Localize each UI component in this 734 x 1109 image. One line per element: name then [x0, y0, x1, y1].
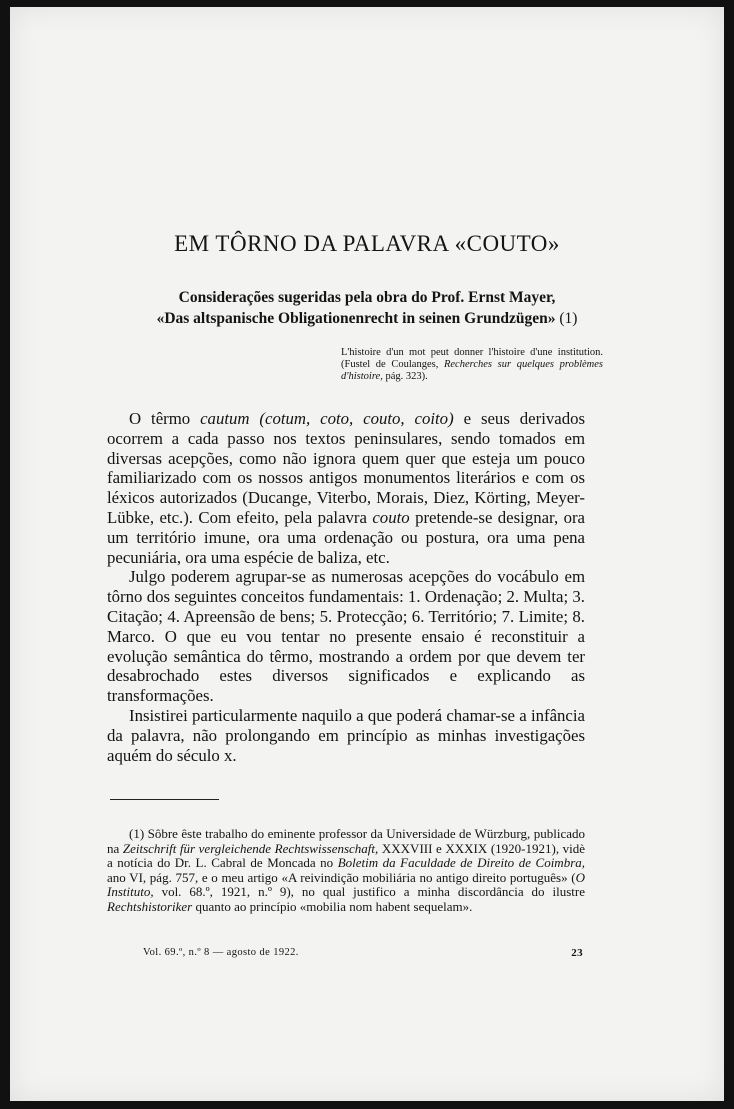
fn-g: vol. 68.º, 1921, n.º 9), no qual justifico a minha discordância do ilustre: [161, 884, 585, 900]
epigraph: [341, 347, 603, 383]
footnote-ref: (1): [559, 310, 578, 327]
subtitle-line-1: Considerações sugeridas pela obra do Prof. Ernst Mayer,: [178, 289, 556, 306]
p1-text-e: pretende-se designar, ora um território imune, ora uma ordenação ou postura, ora uma pena pecuniária, ora uma espécie de baliza, etc.: [107, 507, 585, 567]
paragraph-1: [107, 409, 585, 567]
epigraph-citation-post: pág. 323).: [385, 371, 428, 382]
paragraph-2: Julgo poderem agrupar-se as numerosas acepções do vocábulo em tôrno dos seguintes conceitos fundamentais: 1. Ordenação; 2. Multa; 3. Citação; 4. Apreensão de bens; 5. Protecção; 6. Território; 7. Limite; 8. Marco. O que eu vou tentar no presente ensaio é reconstituir a evolução semântica do têrmo, mostrando a ordem por que devem ter desabrochado estes diversos significados e explicando as transformações.: [107, 567, 585, 706]
p1-text-a: O têrmo: [129, 409, 191, 428]
fn-e: ano VI, pág. 757, e o meu artigo «A reivindição mobiliária no antigo direito português» (: [107, 869, 576, 885]
fn-a: (1) Sôbre êste trabalho do eminente professor da Universidade de Würzburg, publicado na: [107, 826, 585, 856]
page-footer: [143, 947, 583, 958]
article-body: [107, 409, 585, 765]
paragraph-3: Insistirei particularmente naquilo a que poderá chamar-se a infância da palavra, não prolongando em princípio as minhas investigações aquém do século x.: [107, 705, 585, 765]
article-subtitle: [10, 287, 724, 329]
fn-journal: Zeitschrift für vergleichende Rechtswissenschaft,: [122, 840, 379, 856]
p1-text-c: e seus derivados ocorrem a cada passo nos textos peninsulares, sendo tomados em diversas acepções, como não ignora quem quer que esteja um pouco familiarizado com os nossos antigos monumentos literários e com os léxicos autorizados (Ducange, Viterbo, Morais, Diez, Körting, Meyer-Lübke, etc.). Com efeito, pela palavra: [107, 409, 586, 527]
footnote: [107, 827, 585, 915]
p1-italic-couto: couto: [372, 507, 410, 527]
fn-boletim: Boletim da Faculdade de Direito de Coimbra,: [337, 855, 585, 871]
subtitle-line-2: [10, 308, 724, 329]
footnote-text: [107, 827, 585, 915]
fn-rechtshistoriker: Rechtshistoriker: [107, 898, 193, 914]
epigraph-citation-title: Recherches sur quelques problèmes d'histoire,: [341, 359, 604, 382]
fn-c: XXXVIII e XXXIX (1920-1921), vidè a notícia do Dr. L. Cabral de Moncada no: [107, 840, 586, 871]
article-title: EM TÔRNO DA PALAVRA «COUTO»: [174, 231, 560, 256]
subtitle-work-title: «Das altspanische Obligationenrecht in seinen Grundzügen»: [156, 310, 556, 327]
fn-instituto: O Instituto,: [107, 869, 585, 900]
volume-info: Vol. 69.º, n.º 8 — agosto de 1922.: [143, 947, 299, 958]
epigraph-citation-pre: (Fustel de Coulanges,: [341, 359, 439, 370]
document-page: [10, 7, 724, 1101]
footnote-divider: [110, 799, 219, 800]
p1-italic-terms: cautum (cotum, coto, couto, coito): [200, 409, 454, 428]
page-number: 23: [571, 947, 583, 959]
epigraph-quote: L'histoire d'un mot peut donner l'histoire d'une institution.: [341, 347, 603, 358]
fn-i: quanto ao princípio «mobilia nom habent sequelam».: [195, 898, 473, 914]
